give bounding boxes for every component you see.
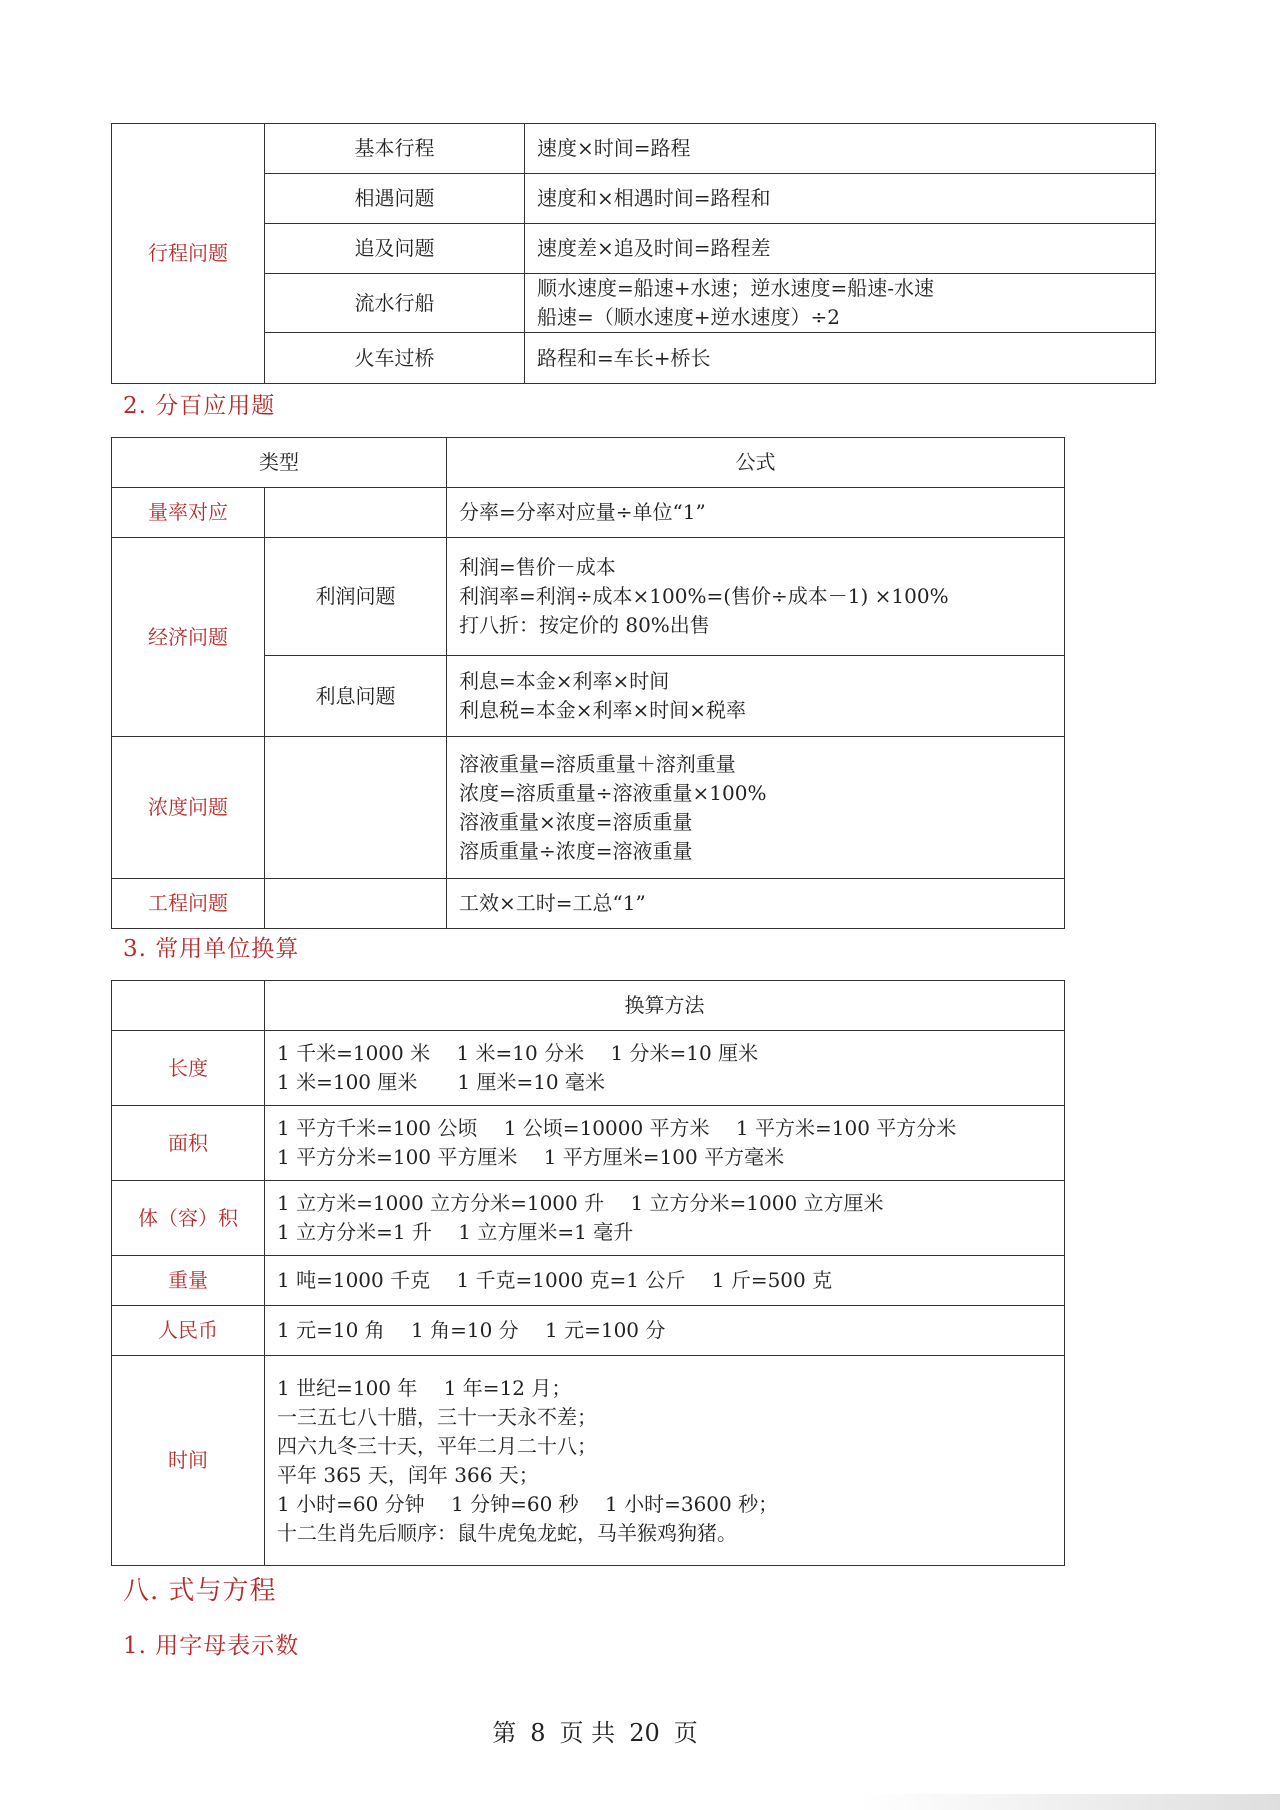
travel-formula-chase: 速度差×追及时间=路程差 bbox=[525, 224, 1156, 274]
section2-heading: 2. 分百应用题 bbox=[123, 393, 276, 419]
percent-header-formula: 公式 bbox=[447, 438, 1065, 488]
percent-header-type: 类型 bbox=[112, 438, 447, 488]
unit-lines-currency: 1 元=10 角 1 角=10 分 1 元=100 分 bbox=[265, 1306, 1065, 1356]
concentration-category: 浓度问题 bbox=[112, 737, 265, 879]
ratio-formula: 分率=分率对应量÷单位“1” bbox=[447, 488, 1065, 538]
percent-table bbox=[111, 437, 1065, 929]
unit-category-weight: 重量 bbox=[112, 1256, 265, 1306]
travel-category: 行程问题 bbox=[112, 124, 265, 384]
ratio-sub-empty bbox=[265, 488, 447, 538]
travel-formula-train: 路程和=车长+桥长 bbox=[525, 333, 1156, 384]
profit-formula: 利润=售价－成本 利润率=利润÷成本×100%=(售价÷成本－1) ×100% 打八折：按定价的 80%出售 bbox=[447, 538, 1065, 656]
section8-heading: 八. 式与方程 bbox=[123, 1576, 277, 1606]
ratio-category: 量率对应 bbox=[112, 488, 265, 538]
unit-category-area: 面积 bbox=[112, 1106, 265, 1181]
unit-category-length: 长度 bbox=[112, 1031, 265, 1106]
section8-subheading: 1. 用字母表示数 bbox=[123, 1633, 300, 1659]
interest-formula: 利息=本金×利率×时间 利息税=本金×利率×时间×税率 bbox=[447, 656, 1065, 737]
unit-lines-time: 1 世纪=100 年 1 年=12 月； 一三五七八十腊，三十一天永不差； 四六九冬三十天，平年二月二十八； 平年 365 天，闰年 366 天； 1 小时=60 分钟 1 分钟=60 秒 1 小时=3600 秒； 十二生肖先后顺序：鼠牛虎兔龙蛇，马羊猴鸡狗猪。 bbox=[265, 1356, 1065, 1566]
travel-type-boat: 流水行船 bbox=[265, 274, 525, 333]
travel-type-basic: 基本行程 bbox=[265, 124, 525, 174]
page-footer: 第 8 页 共 20 页 bbox=[492, 1719, 698, 1747]
travel-formula-boat: 顺水速度=船速+水速；逆水速度=船速-水速 船速=（顺水速度+逆水速度）÷2 bbox=[525, 274, 1156, 333]
travel-formula-meeting: 速度和×相遇时间=路程和 bbox=[525, 174, 1156, 224]
scan-shadow bbox=[860, 1794, 1280, 1810]
section3-heading: 3. 常用单位换算 bbox=[123, 936, 300, 962]
work-sub-empty bbox=[265, 879, 447, 929]
unit-lines-area: 1 平方千米=100 公顷 1 公顷=10000 平方米 1 平方米=100 平方分米 1 平方分米=100 平方厘米 1 平方厘米=100 平方毫米 bbox=[265, 1106, 1065, 1181]
unit-category-volume: 体（容）积 bbox=[112, 1181, 265, 1256]
travel-formula-basic: 速度×时间=路程 bbox=[525, 124, 1156, 174]
unit-lines-length: 1 千米=1000 米 1 米=10 分米 1 分米=10 厘米 1 米=100 厘米 1 厘米=10 毫米 bbox=[265, 1031, 1065, 1106]
units-table bbox=[111, 980, 1065, 1566]
units-header-empty bbox=[112, 981, 265, 1031]
concentration-formula: 溶液重量=溶质重量＋溶剂重量 浓度=溶质重量÷溶液重量×100% 溶液重量×浓度=溶质重量 溶质重量÷浓度=溶液重量 bbox=[447, 737, 1065, 879]
travel-table bbox=[111, 123, 1156, 384]
units-header-method: 换算方法 bbox=[265, 981, 1065, 1031]
profit-sub: 利润问题 bbox=[265, 538, 447, 656]
economy-category: 经济问题 bbox=[112, 538, 265, 737]
travel-type-train: 火车过桥 bbox=[265, 333, 525, 384]
unit-lines-volume: 1 立方米=1000 立方分米=1000 升 1 立方分米=1000 立方厘米 1 立方分米=1 升 1 立方厘米=1 毫升 bbox=[265, 1181, 1065, 1256]
unit-category-currency: 人民币 bbox=[112, 1306, 265, 1356]
concentration-sub-empty bbox=[265, 737, 447, 879]
travel-type-chase: 追及问题 bbox=[265, 224, 525, 274]
travel-type-meeting: 相遇问题 bbox=[265, 174, 525, 224]
work-formula: 工效×工时=工总“1” bbox=[447, 879, 1065, 929]
work-category: 工程问题 bbox=[112, 879, 265, 929]
interest-sub: 利息问题 bbox=[265, 656, 447, 737]
unit-category-time: 时间 bbox=[112, 1356, 265, 1566]
unit-lines-weight: 1 吨=1000 千克 1 千克=1000 克=1 公斤 1 斤=500 克 bbox=[265, 1256, 1065, 1306]
